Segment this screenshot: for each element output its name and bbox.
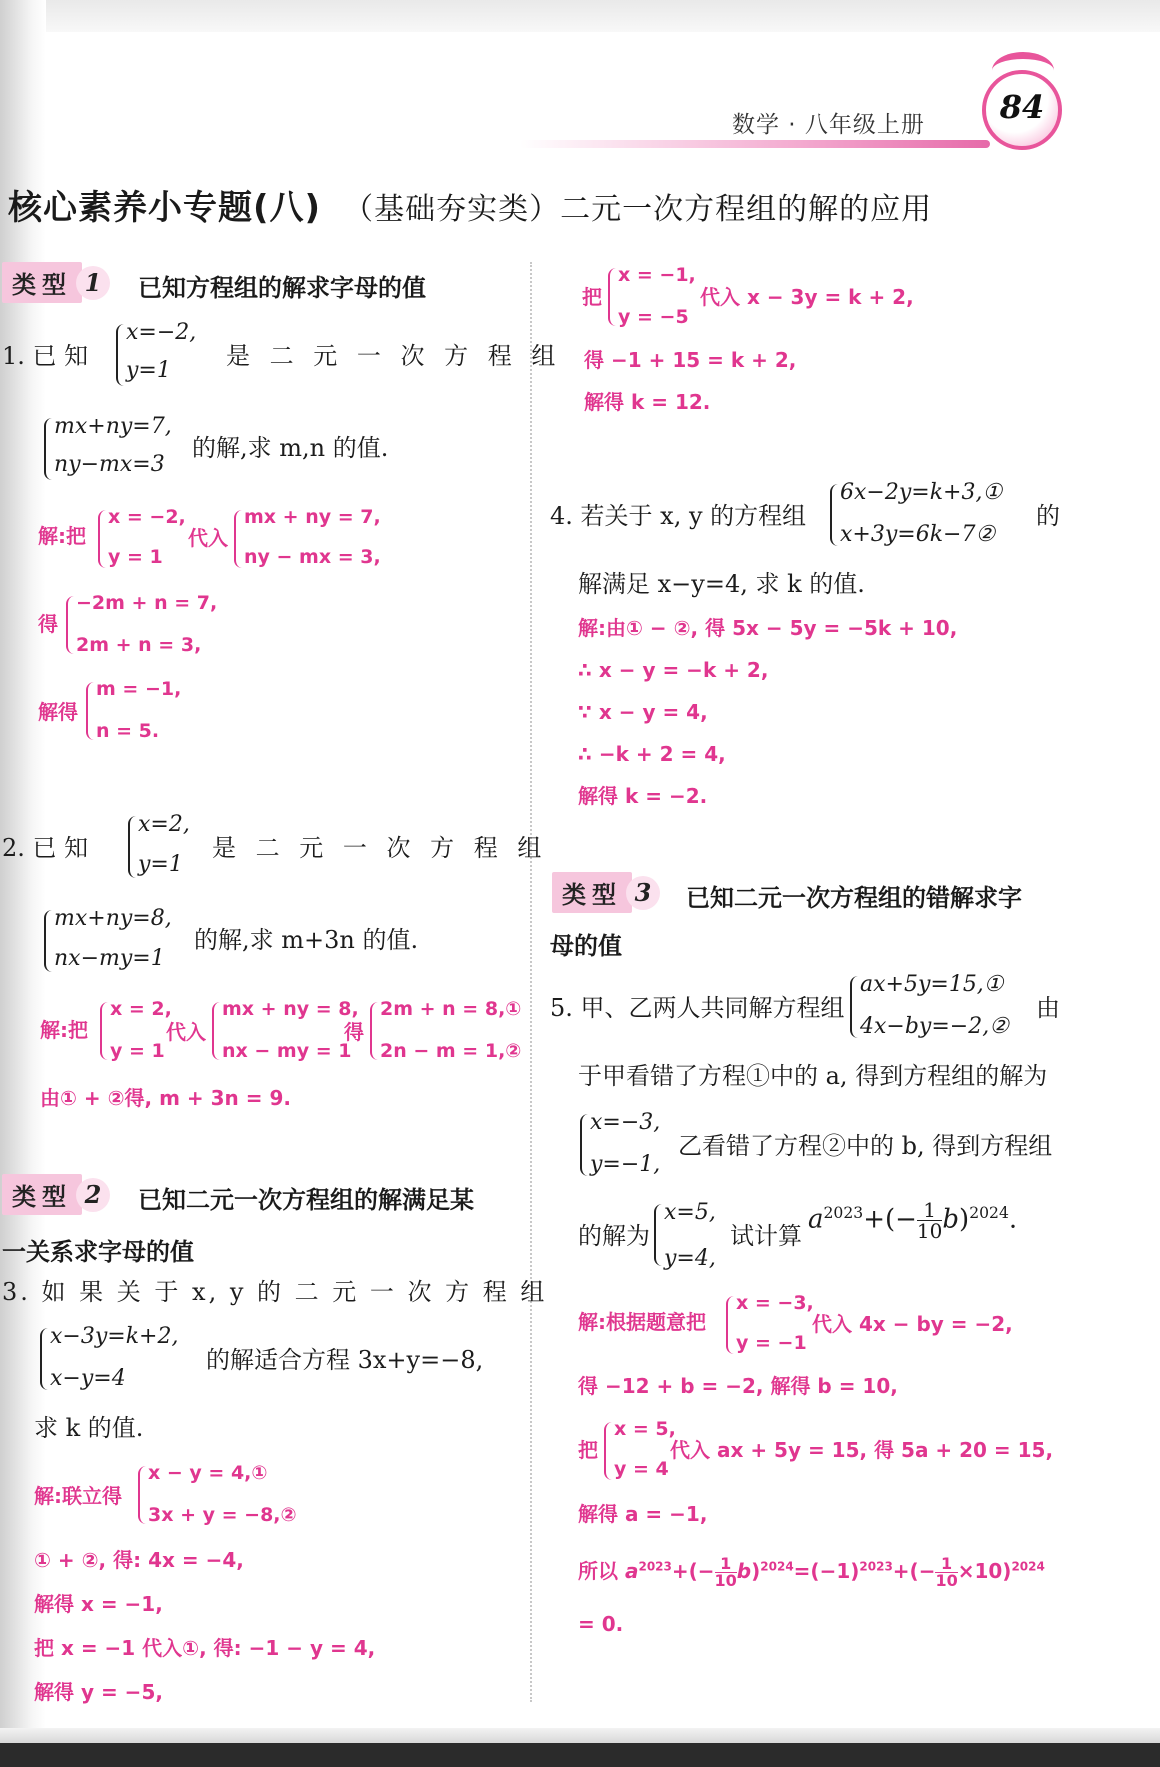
type-tag: 类型 (552, 872, 632, 913)
q3-ans-4: 把 x = −1 代入①, 得: −1 − y = 4, (34, 1636, 376, 1660)
q1-ans-2-pre: 得 (38, 612, 58, 636)
q2-tail-1: 是 二 元 一 次 方 程 组 (212, 834, 548, 862)
q2-ans-mid-2: 得 (344, 1020, 364, 1044)
brace-icon (654, 1204, 664, 1266)
q5-line-3: 乙看错了方程②中的 b, 得到方程组 (678, 1132, 1053, 1160)
type-tag: 类型 (2, 1174, 82, 1215)
title-main: 核心素养小专题(八) (8, 188, 322, 228)
q5-ans-4: 解得 a = −1, (578, 1502, 708, 1526)
brace-icon (100, 1002, 110, 1060)
q4-ans-1: 解:由① − ②, 得 5x − 5y = −5k + 10, (578, 616, 958, 640)
brace-icon (608, 268, 618, 326)
q3-lead: 3. 如 果 关 于 x, y 的 二 元 一 次 方 程 组 (2, 1278, 548, 1306)
q1-tail-2: 的解,求 m,n 的值. (192, 434, 389, 462)
brace-icon (40, 1328, 50, 1390)
q4-ans-2: ∴ x − y = −k + 2, (578, 658, 769, 682)
q2-lead: 2. 已 知 (2, 834, 89, 862)
page-number: 84 (999, 88, 1045, 126)
brace-icon (726, 1296, 736, 1354)
q5-line-4-tail: 试计算 (730, 1222, 802, 1250)
q5-tail: 由 (1036, 994, 1060, 1022)
q5-line-4-pre: 的解为 (578, 1222, 650, 1250)
q5-ans-3-tail: 代入 ax + 5y = 15, 得 5a + 20 = 15, (670, 1438, 1054, 1462)
brace-icon (116, 324, 126, 386)
q4-ans-5: 解得 k = −2. (578, 784, 708, 808)
q5-line-2: 于甲看错了方程①中的 a, 得到方程组的解为 (578, 1062, 1048, 1090)
brace-icon (138, 1466, 148, 1524)
q4-ans-4: ∴ −k + 2 = 4, (578, 742, 726, 766)
brace-icon (234, 510, 244, 568)
brace-icon (604, 1422, 614, 1480)
q3-ans-2: ① + ②, 得: 4x = −4, (34, 1548, 244, 1572)
q1-lead: 1. 已 知 (2, 342, 89, 370)
brace-icon (370, 1002, 380, 1060)
page-title (8, 180, 932, 229)
scan-top-edge (0, 0, 1160, 32)
brace-icon (580, 1114, 590, 1176)
column-divider (530, 262, 532, 1702)
brace-icon (86, 682, 96, 740)
q5-ans-2: 得 −12 + b = −2, 解得 b = 10, (578, 1374, 898, 1398)
type-2-title-line-2: 一关系求字母的值 (2, 1238, 194, 1266)
q2-tail-2: 的解,求 m+3n 的值. (194, 926, 419, 954)
scan-bottom-edge (0, 1728, 1160, 1743)
type-number: 3 (626, 876, 660, 910)
q5-ans-3-pre: 把 (578, 1438, 598, 1462)
q5-ans-5: 所以 $a^{2023}+(-$ $\frac{1}{10}$ $b)^{2024}=(-1)^{2023}+(-$ $\frac{1}{10}$ ×10)$^{2024}$ (578, 1554, 1045, 1590)
q3-cont-tail: 代入 x − 3y = k + 2, (700, 285, 914, 309)
q3-line-3: 求 k 的值. (34, 1414, 144, 1442)
q4-lead: 4. 若关于 x, y 的方程组 (550, 502, 807, 530)
brace-icon (212, 1002, 222, 1060)
q4-ans-3: ∵ x − y = 4, (578, 700, 708, 724)
header-decorative-bar (520, 140, 990, 148)
q3-ans-3: 解得 x = −1, (34, 1592, 163, 1616)
q3-ans-5: 解得 y = −5, (34, 1680, 163, 1704)
brace-icon (44, 418, 54, 480)
type-number: 1 (76, 266, 110, 300)
q2-ans-2: 由① + ②得, m + 3n = 9. (40, 1086, 291, 1110)
q2-ans-mid: 代入 (166, 1020, 206, 1044)
q3-cont-2: 得 −1 + 15 = k + 2, (584, 348, 797, 372)
brace-icon (830, 484, 840, 546)
q5-lead: 5. 甲、乙两人共同解方程组 (550, 994, 845, 1022)
type-2-badge (2, 1174, 110, 1215)
exponent: 2023 (823, 1203, 864, 1222)
title-sub: （基础夯实类）二元一次方程组的解的应用 (343, 192, 933, 227)
q5-ans-6: = 0. (578, 1612, 624, 1636)
brace-icon (98, 510, 108, 568)
type-3-badge (552, 872, 660, 913)
type-1-title: 已知方程组的解求字母的值 (138, 274, 426, 302)
book-name: 数学 · 八年级上册 (732, 112, 925, 138)
brace-icon (66, 596, 76, 654)
q5-expression: $a^{2023}+(-$ $\frac{1}{10}$ b)$^{2024}$. (808, 1198, 1018, 1243)
page-binding-shadow (0, 0, 46, 1730)
brace-icon (44, 910, 54, 972)
scan-bottom-band (0, 1743, 1160, 1767)
q3-tail: 的解适合方程 3x+y=−8, (206, 1346, 484, 1374)
type-3-title-line-2: 母的值 (550, 932, 622, 960)
exponent: 2024 (969, 1203, 1009, 1222)
q4-line-2: 解满足 x−y=4, 求 k 的值. (578, 570, 865, 598)
q3-ans-pre: 解:联立得 (34, 1484, 122, 1508)
q1-tail-1: 是 二 元 一 次 方 程 组 (226, 342, 562, 370)
brace-icon (128, 816, 138, 878)
type-1-badge (2, 262, 110, 303)
type-3-title-line-1: 已知二元一次方程组的错解求字 (686, 884, 1022, 912)
type-2-title-line-1: 已知二元一次方程组的解满足某 (138, 1186, 474, 1214)
type-tag: 类型 (2, 262, 82, 303)
q3-cont-3: 解得 k = 12. (584, 390, 711, 414)
q1-ans-3-pre: 解得 (38, 700, 78, 724)
q3-cont-pre: 把 (582, 285, 602, 309)
brace-icon (850, 976, 860, 1038)
q2-ans-pre: 解:把 (40, 1018, 88, 1042)
q5-ans-pre: 解:根据题意把 (578, 1310, 706, 1334)
q1-ans-pre: 解:把 (38, 524, 86, 548)
q5-ans-tail: 代入 4x − by = −2, (812, 1312, 1013, 1336)
q1-ans-mid: 代入 (188, 526, 228, 550)
type-number: 2 (76, 1178, 110, 1212)
q4-tail: 的 (1036, 502, 1060, 530)
